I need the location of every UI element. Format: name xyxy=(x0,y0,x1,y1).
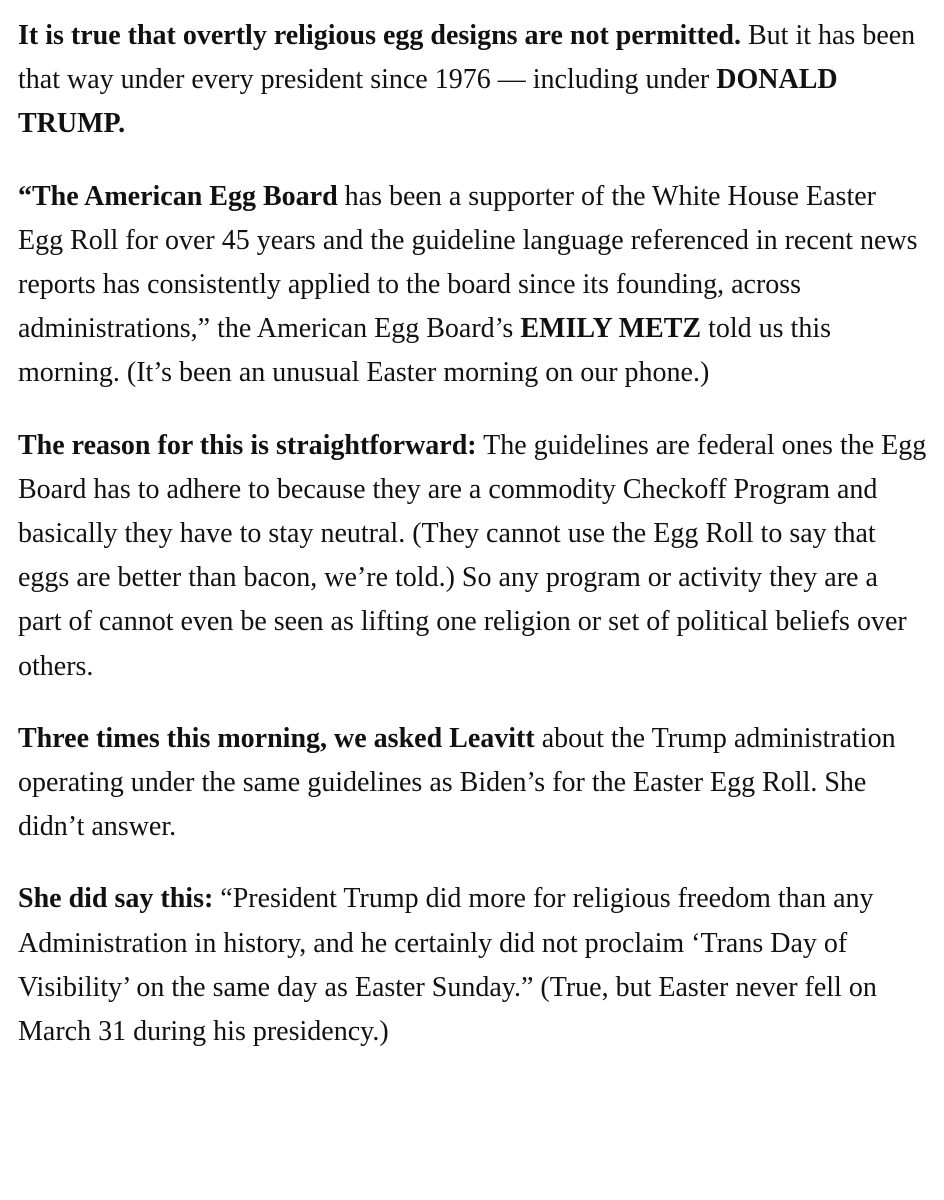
name-emphasis: DONALD TRUMP. xyxy=(18,64,838,140)
lead-text: She did say this: xyxy=(18,883,214,915)
body-text: But it has been that way under every president since 1976 — including under xyxy=(18,20,916,96)
body-text: about the Trump administration operating under the same guidelines as Biden’s for the Easter Egg Roll. She didn’t answer. xyxy=(18,722,896,843)
lead-text: “The American Egg Board xyxy=(18,180,338,212)
lead-text: Three times this morning, we asked Leavitt xyxy=(18,722,535,754)
paragraph-leavitt-statement xyxy=(18,877,928,1054)
body-text: told us this morning. (It’s been an unusual Easter morning on our phone.) xyxy=(18,313,832,389)
paragraph-reason xyxy=(18,424,928,689)
body-text: The guidelines are federal ones the Egg Board has to adhere to because they are a commodity Checkoff Program and basically they have to stay neutral. (They cannot use the Egg Roll to say that eggs are better than bacon, we’re told.) So any program or activity they are a part of cannot even be seen as lifting one religion or set of political beliefs over others. xyxy=(18,429,927,682)
body-text: “President Trump did more for religious freedom than any Administration in history, and he certainly did not proclaim ‘Trans Day of Visibility’ on the same day as Easter Sunday.” (True, but Easter never fell on March 31 during his presidency.) xyxy=(18,883,877,1048)
article-body xyxy=(18,14,928,1082)
name-emphasis: EMILY METZ xyxy=(520,313,702,345)
paragraph-leavitt-questions xyxy=(18,717,928,850)
paragraph-egg-board-quote xyxy=(18,175,928,396)
lead-text: It is true that overtly religious egg designs are not permitted. xyxy=(18,20,741,51)
lead-text: The reason for this is straightforward: xyxy=(18,429,477,461)
body-text: has been a supporter of the White House Easter Egg Roll for over 45 years and the guideline language referenced in recent news reports has consistently applied to the board since its founding, across administrations,” the American Egg Board’s xyxy=(18,180,918,345)
paragraph-egg-designs xyxy=(18,14,928,147)
